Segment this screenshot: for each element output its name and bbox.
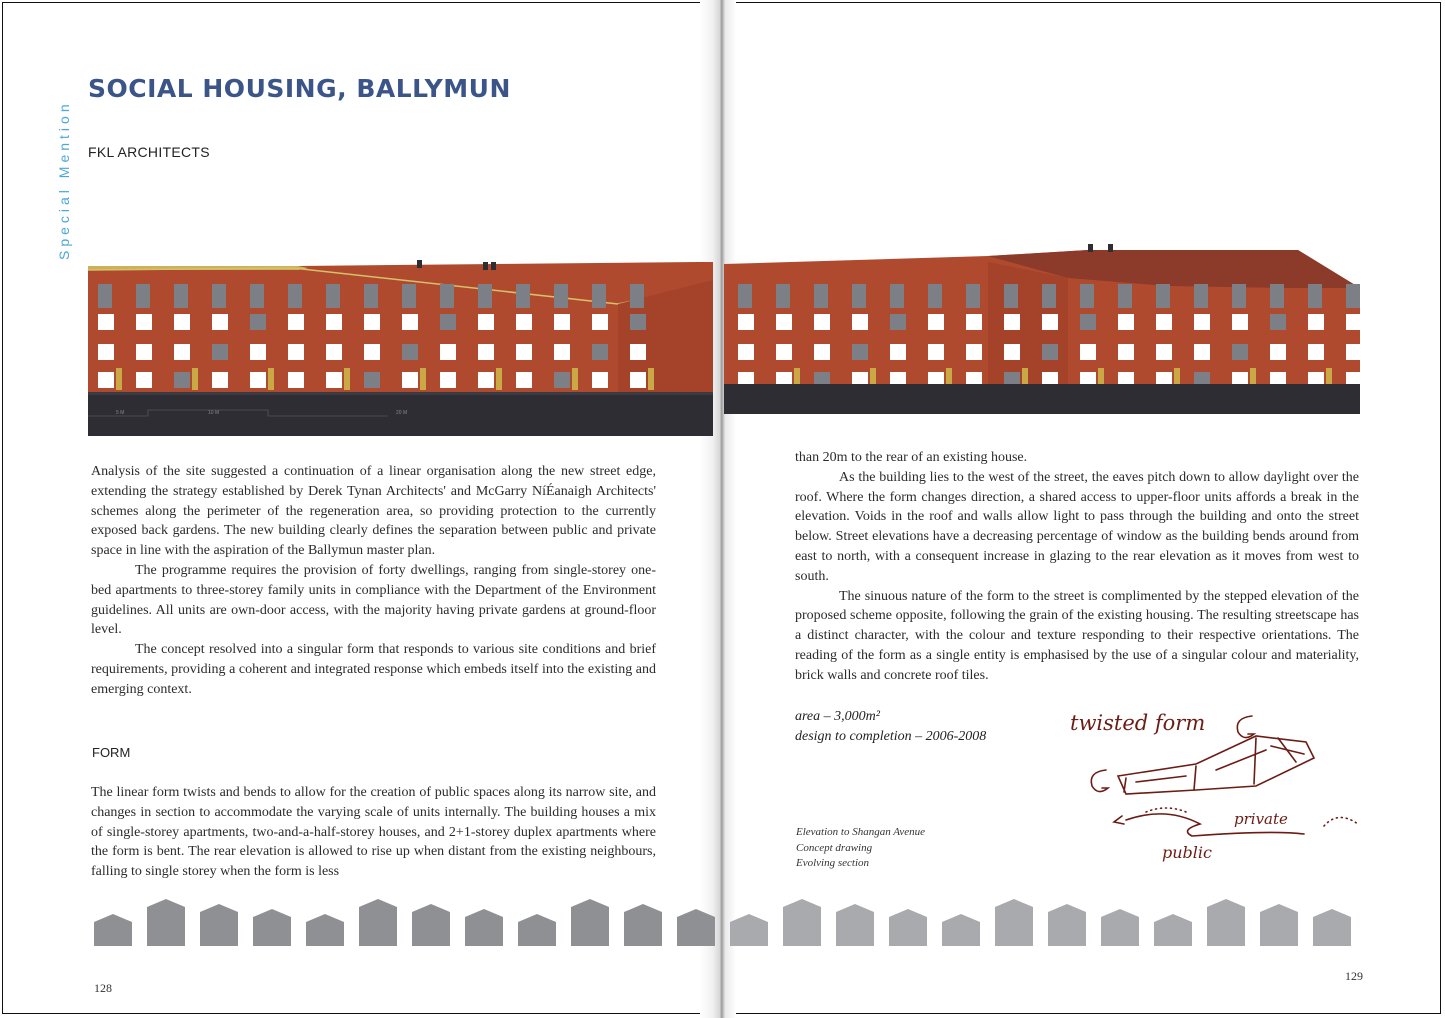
intro-text <box>91 462 656 700</box>
caption: Elevation to Shangan Avenue <box>796 826 926 838</box>
page-title: SOCIAL HOUSING, BALLYMUN <box>88 74 511 103</box>
sketch-g-mark <box>1237 716 1254 738</box>
window <box>516 372 532 388</box>
paragraph: Analysis of the site suggested a continuation of a linear organisation along the new street edge, extending the strategy established by Derek Tynan Architects' and McGarry NíÉanaigh Architects' schemes along the perimeter of the regeneration area, so providing protection to the currently exposed back gardens. The new building clearly defines the separation between public and private space in line with the aspiration of the Ballymun master plan. <box>91 464 656 559</box>
window <box>174 344 190 360</box>
door <box>496 368 502 390</box>
door <box>572 368 578 390</box>
window <box>478 344 494 360</box>
window <box>592 372 608 388</box>
window <box>814 284 828 308</box>
window <box>516 284 530 308</box>
window <box>890 314 906 330</box>
window <box>554 344 570 360</box>
window <box>852 314 868 330</box>
section-profile <box>1154 914 1192 946</box>
window <box>1156 344 1172 360</box>
window <box>1080 314 1096 330</box>
sketch-dots <box>1324 817 1358 826</box>
window <box>1080 284 1094 308</box>
window <box>364 314 380 330</box>
window <box>288 284 302 308</box>
window <box>890 284 904 308</box>
sketch-arrow <box>1114 816 1124 824</box>
evolving-section-strip <box>90 888 1370 950</box>
paragraph: The concept resolved into a singular form that responds to various site conditions and brief requirements, providing a coherent and integrated response which embeds itself into the existing and emerging context. <box>91 642 656 697</box>
window <box>928 344 944 360</box>
window <box>630 372 646 388</box>
window <box>478 284 492 308</box>
door <box>192 368 198 390</box>
window <box>288 314 304 330</box>
window <box>928 284 942 308</box>
window <box>364 372 380 388</box>
window <box>928 314 944 330</box>
section-profile <box>518 914 556 946</box>
sketch-dots <box>1146 808 1186 812</box>
window <box>326 284 340 308</box>
window <box>738 314 754 330</box>
window <box>136 372 152 388</box>
window <box>554 284 568 308</box>
form-text <box>91 783 656 882</box>
door <box>648 368 654 390</box>
window <box>1346 344 1360 360</box>
window <box>1156 314 1172 330</box>
section-profile <box>1207 899 1245 946</box>
window <box>250 314 266 330</box>
street-elevation-drawing <box>88 244 1360 436</box>
window <box>966 314 982 330</box>
section-profile <box>412 904 450 946</box>
window <box>592 314 608 330</box>
window <box>890 344 906 360</box>
window <box>554 372 570 388</box>
section-profile <box>359 899 397 946</box>
sketch-form <box>1136 746 1304 782</box>
window <box>1194 314 1210 330</box>
paragraph: The programme requires the provision of forty dwellings, ranging from single-storey one-bed apartments to three-storey family units in compliance with the Department of the Environment guidelines. All units are own-door access, with the majority having private gardens at ground-floor level. <box>91 562 656 638</box>
window <box>1270 314 1286 330</box>
window <box>212 314 228 330</box>
window <box>402 314 418 330</box>
section-profile <box>889 909 927 946</box>
sketch-note: twisted form <box>1070 711 1206 735</box>
window <box>136 284 150 308</box>
window <box>1118 314 1134 330</box>
category-label: Special Mention <box>56 100 72 260</box>
section-profile <box>465 909 503 946</box>
chimney <box>491 262 496 270</box>
window <box>776 314 792 330</box>
window <box>440 344 456 360</box>
section-profile <box>571 899 609 946</box>
section-profile <box>995 899 1033 946</box>
window <box>630 314 646 330</box>
window <box>212 284 226 308</box>
window <box>98 314 114 330</box>
window <box>516 314 532 330</box>
window <box>1270 284 1284 308</box>
concept-sketch <box>1066 706 1386 866</box>
window <box>326 372 342 388</box>
section-profile <box>942 914 980 946</box>
window <box>402 372 418 388</box>
architect-name: FKL ARCHITECTS <box>88 144 210 160</box>
window <box>1042 314 1058 330</box>
window <box>98 372 114 388</box>
window <box>1118 284 1132 308</box>
window <box>1346 284 1360 308</box>
section-profile <box>147 899 185 946</box>
window <box>1080 344 1096 360</box>
window <box>554 314 570 330</box>
section-profile <box>624 904 662 946</box>
design-spec: design to completion – 2006-2008 <box>795 729 987 744</box>
paragraph: The sinuous nature of the form to the street is complimented by the stepped elevation of the proposed scheme opposite, following the grain of the existing housing. The resulting streetscape has a distinct character, with the colour and texture responding to their respective orientations. The reading of the form as a single entity is emphasised by the use of a singular colour and materiality, brick walls and concrete roof tiles. <box>795 588 1359 683</box>
window <box>1232 284 1246 308</box>
window <box>1004 344 1020 360</box>
window <box>630 344 646 360</box>
window <box>174 284 188 308</box>
window <box>966 344 982 360</box>
section-profile <box>306 914 344 946</box>
window <box>326 314 342 330</box>
window <box>1042 344 1058 360</box>
window <box>592 344 608 360</box>
window <box>1194 344 1210 360</box>
window <box>1232 344 1248 360</box>
window <box>326 344 342 360</box>
window <box>1346 314 1360 330</box>
section-profile <box>1048 904 1086 946</box>
section-profile <box>94 914 132 946</box>
window <box>174 314 190 330</box>
window <box>1270 344 1286 360</box>
book-gutter <box>700 0 736 1018</box>
door <box>268 368 274 390</box>
window <box>364 284 378 308</box>
window <box>1118 344 1134 360</box>
window <box>516 344 532 360</box>
door <box>116 368 122 390</box>
window <box>814 344 830 360</box>
section-profile <box>677 909 715 946</box>
section-profile <box>200 904 238 946</box>
window <box>288 344 304 360</box>
section-profile <box>1313 909 1351 946</box>
window <box>1308 344 1324 360</box>
page-number-right: 129 <box>1345 969 1363 983</box>
figure-captions <box>796 825 925 872</box>
window <box>738 344 754 360</box>
scale-label: 20 M <box>396 410 408 416</box>
window <box>1194 284 1208 308</box>
door <box>420 368 426 390</box>
chimney <box>483 262 488 270</box>
window <box>364 344 380 360</box>
paragraph: As the building lies to the west of the street, the eaves pitch down to allow daylight over the roof. Where the form changes direction, a shared access to upper-floor units affords a break in the elevation. Voids in the roof and walls allow light to pass through the building and onto the street below. Street elevations have a decreasing percentage of window as the building bends around from east to north, with a consequent increase in glazing to the rear elevation as it moves from west to south. <box>795 469 1359 584</box>
section-profile <box>1101 909 1139 946</box>
paragraph: The linear form twists and bends to allow for the creation of public spaces along its narrow site, and changes in section to accommodate the varying scale of units internally. The building houses a mix of single-storey apartments, two-and-a-half-storey houses, and 2+1-storey duplex apartments where the form is bent. The rear elevation is allowed to rise up when distant from the existing neighbours, falling to single storey when the form is less <box>91 785 656 880</box>
sketch-form <box>1124 738 1296 792</box>
scale-label: 10 M <box>208 410 220 416</box>
window <box>402 344 418 360</box>
section-profile <box>253 909 291 946</box>
form-heading: FORM <box>92 745 131 760</box>
window <box>1156 284 1170 308</box>
scale-label: 5 M <box>116 410 125 416</box>
window <box>852 344 868 360</box>
window <box>1042 284 1056 308</box>
window <box>478 372 494 388</box>
window <box>852 284 866 308</box>
window <box>250 284 264 308</box>
chimney <box>1088 244 1093 252</box>
window <box>212 372 228 388</box>
chimney <box>1108 244 1113 252</box>
window <box>814 314 830 330</box>
window <box>776 284 790 308</box>
section-profiles <box>94 899 1351 946</box>
window <box>402 284 416 308</box>
section-profile <box>783 899 821 946</box>
section-profile <box>730 914 768 946</box>
window <box>288 372 304 388</box>
paragraph: than 20m to the rear of an existing house. <box>795 450 1028 465</box>
window <box>1308 314 1324 330</box>
window <box>98 284 112 308</box>
window <box>440 372 456 388</box>
sketch-g-mark <box>1091 770 1108 792</box>
chimney <box>417 260 422 268</box>
section-profile <box>836 904 874 946</box>
ground-line <box>88 392 713 395</box>
page-number-left: 128 <box>94 981 112 995</box>
door <box>344 368 350 390</box>
window <box>1004 314 1020 330</box>
window <box>136 314 152 330</box>
window <box>98 344 114 360</box>
window <box>738 284 752 308</box>
section-profile <box>1260 904 1298 946</box>
caption: Concept drawing <box>796 841 873 854</box>
window <box>1004 284 1018 308</box>
project-specs <box>795 707 986 747</box>
window <box>478 314 494 330</box>
elevation-plinth <box>724 384 1360 414</box>
window <box>630 284 644 308</box>
continued-text <box>795 448 1359 686</box>
window <box>966 284 980 308</box>
window <box>1232 314 1248 330</box>
window <box>1308 284 1322 308</box>
window <box>212 344 228 360</box>
window <box>440 284 454 308</box>
window <box>250 372 266 388</box>
window <box>136 344 152 360</box>
area-spec: area – 3,000m² <box>795 709 880 724</box>
sketch-note: public <box>1162 843 1212 862</box>
window <box>250 344 266 360</box>
window <box>592 284 606 308</box>
sketch-note: private <box>1234 810 1288 828</box>
sketch-form <box>1118 736 1314 794</box>
caption: Evolving section <box>796 857 870 869</box>
window <box>776 344 792 360</box>
window <box>174 372 190 388</box>
window <box>440 314 456 330</box>
